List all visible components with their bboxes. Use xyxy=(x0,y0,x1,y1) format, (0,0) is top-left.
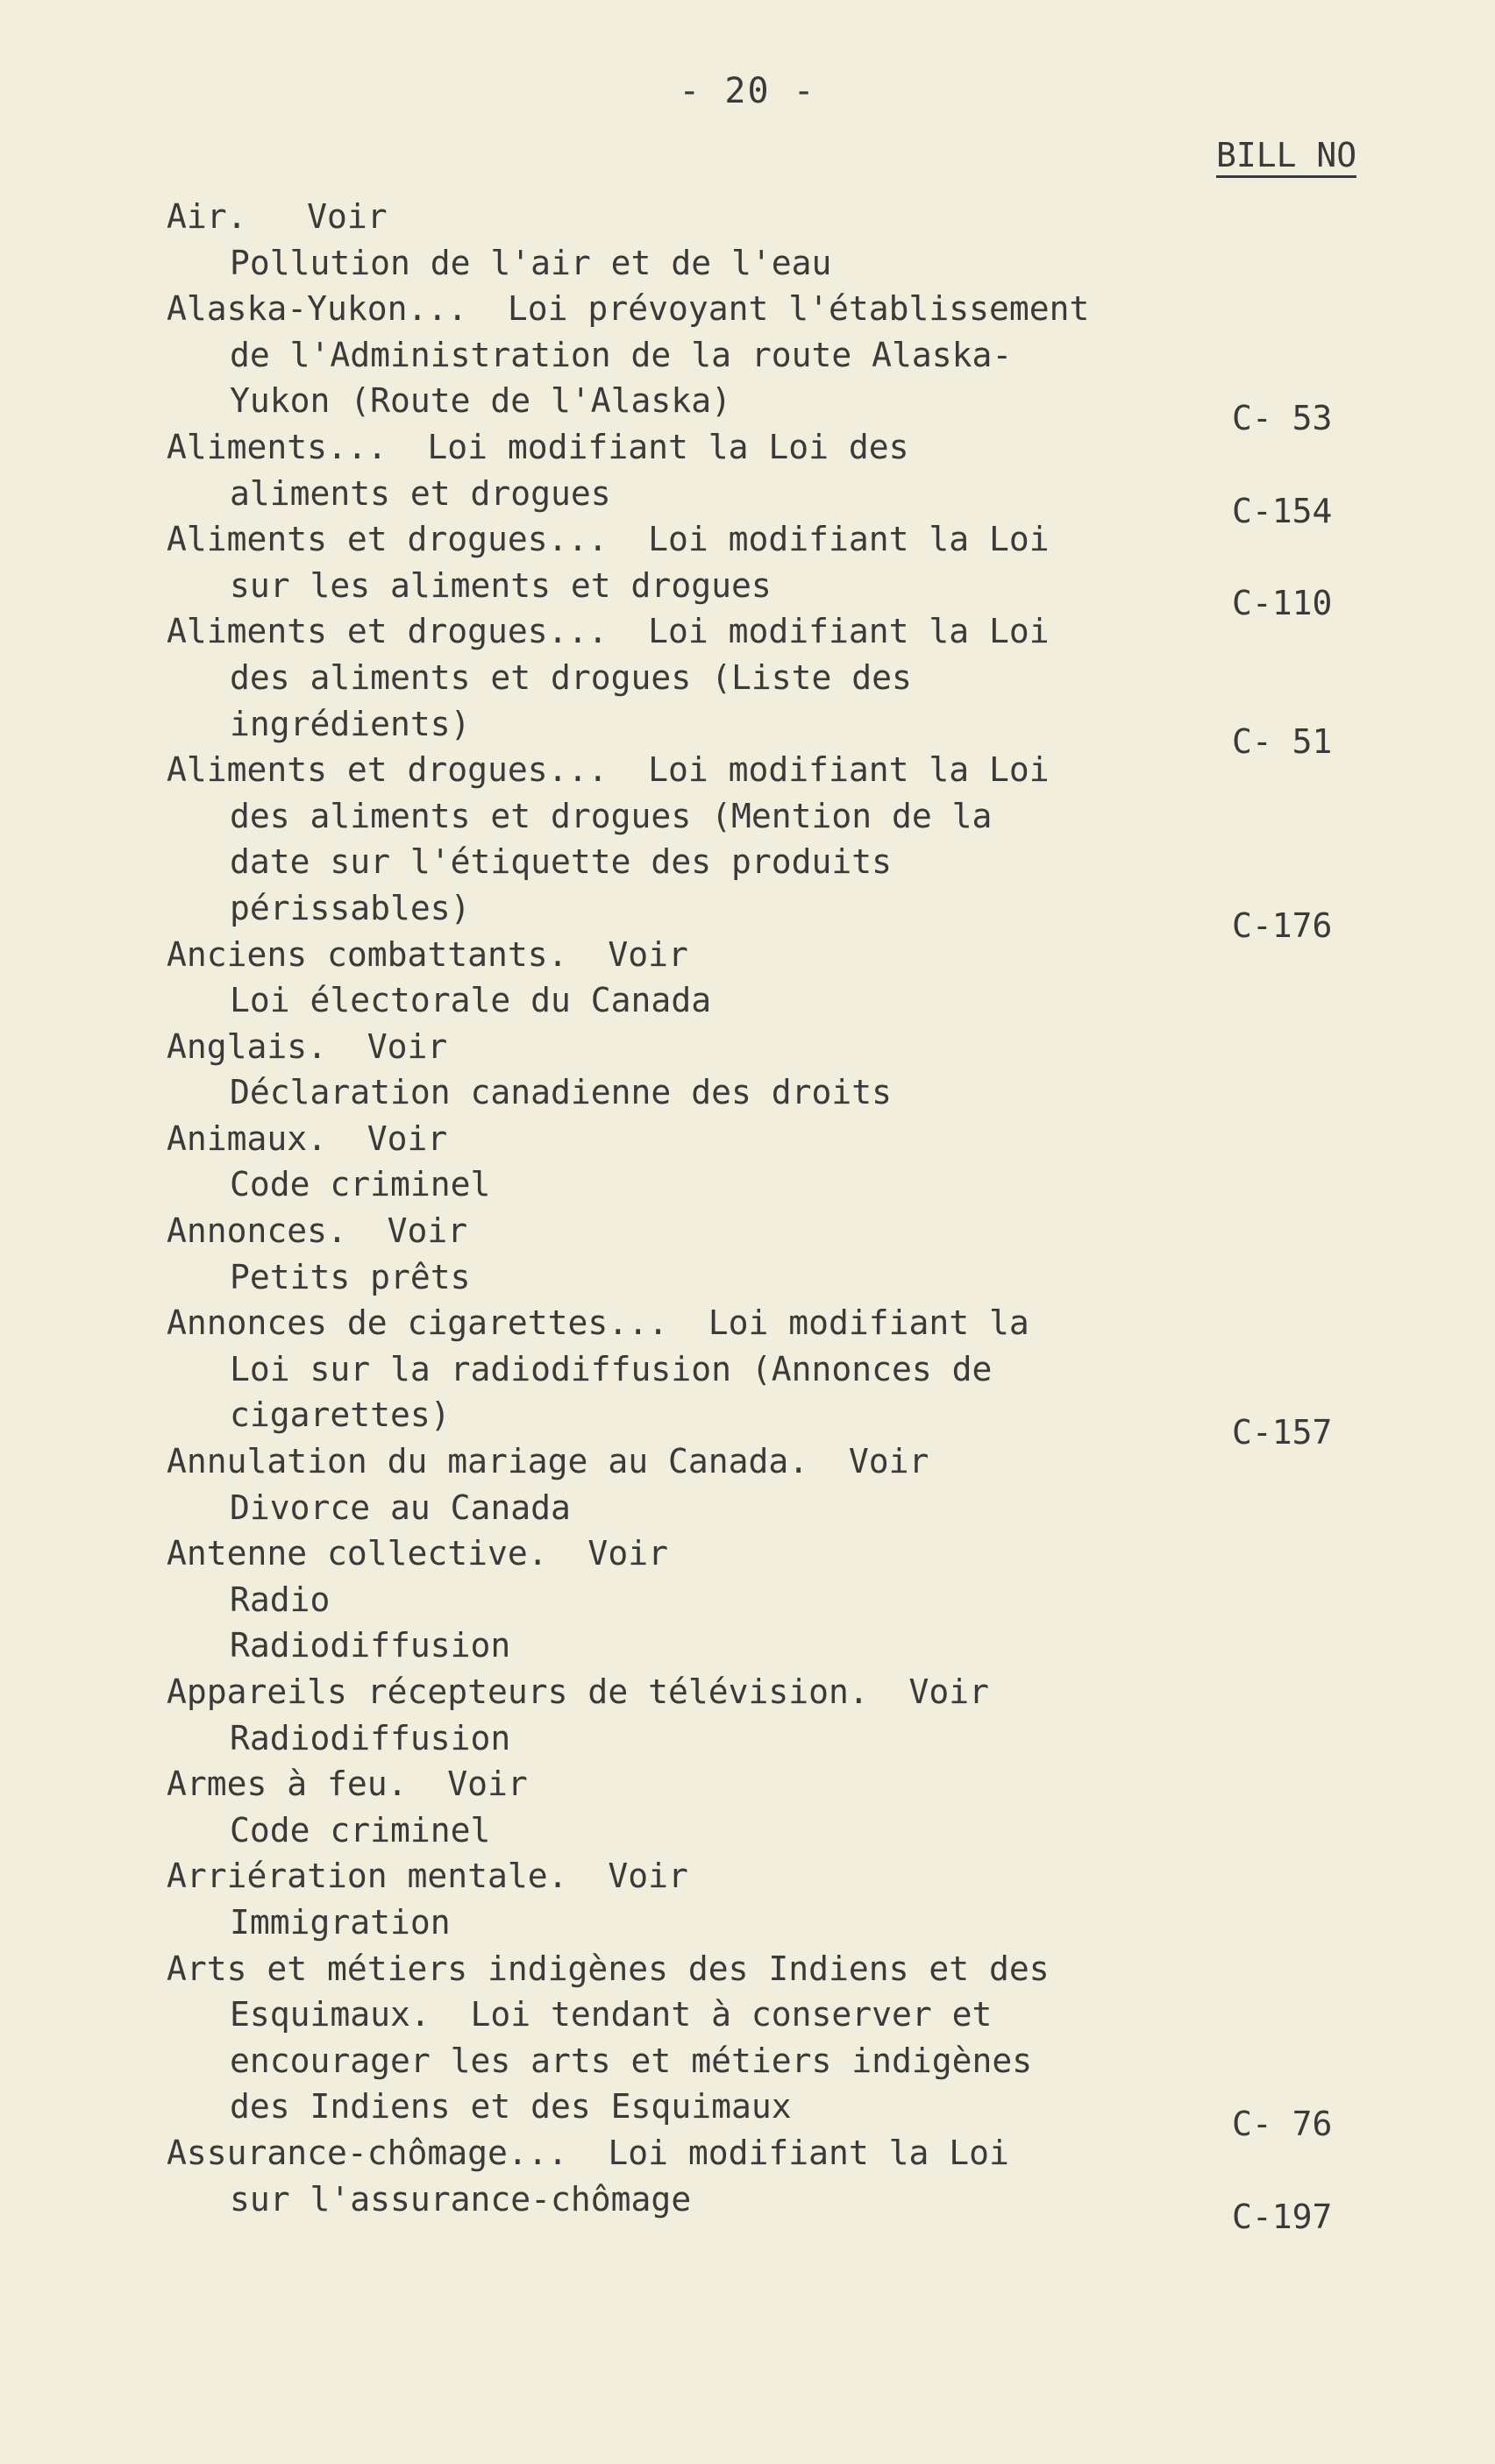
index-entry-heading xyxy=(167,1949,1359,1999)
entry-text: Loi sur la radiodiffusion (Annonces de xyxy=(230,1349,993,1388)
index-entry-continuation xyxy=(167,2179,1359,2236)
index-entry-heading xyxy=(167,1767,1359,1814)
entry-text: Aliments et drogues... Loi modifiant la Loi xyxy=(167,612,1050,651)
bill-number: C- 76 xyxy=(1232,2105,1333,2144)
index-entry-continuation xyxy=(167,1810,1359,1860)
index-entry-continuation xyxy=(167,1626,1359,1675)
entry-text: Animaux. Voir xyxy=(167,1118,448,1158)
bill-number-column-header: BILL NO xyxy=(1216,138,1356,178)
index-entry-heading xyxy=(167,1672,1359,1722)
entry-text: Esquimaux. Loi tendant à conserver et xyxy=(230,1995,993,2034)
index-entry-continuation xyxy=(167,2041,1359,2091)
entry-text: des aliments et drogues (Mention de la xyxy=(230,796,993,835)
index-entry-continuation xyxy=(167,704,1359,761)
bill-number: C-154 xyxy=(1232,491,1333,530)
entry-text: Anglais. Voir xyxy=(167,1026,448,1066)
entry-text: Code criminel xyxy=(230,1165,491,1204)
index-entry-continuation xyxy=(167,1902,1359,1952)
entry-text: aliments et drogues xyxy=(230,473,611,513)
entry-text: Code criminel xyxy=(230,1810,491,1850)
entry-text: des aliments et drogues (Liste des xyxy=(230,657,912,697)
index-entry-heading xyxy=(167,1211,1359,1260)
index-entry-continuation xyxy=(167,2087,1359,2144)
entry-text: Annulation du mariage au Canada. Voir xyxy=(167,1442,929,1481)
entry-text: Annonces. Voir xyxy=(167,1211,468,1251)
index-entry-continuation xyxy=(167,1165,1359,1214)
entry-text: Yukon (Route de l'Alaska) xyxy=(230,381,731,421)
entry-text: des Indiens et des Esquimaux xyxy=(230,2087,792,2127)
entry-text: Armes à feu. Voir xyxy=(167,1765,528,1804)
index-entry-continuation xyxy=(167,1395,1359,1452)
bill-number: C-176 xyxy=(1232,905,1333,945)
entry-text: Air. Voir xyxy=(167,197,388,236)
entry-text: Radiodiffusion xyxy=(230,1718,511,1757)
index-entry-heading xyxy=(167,522,1359,569)
index-entry-heading xyxy=(167,614,1359,661)
bill-number: C- 51 xyxy=(1232,721,1333,761)
index-entry-heading xyxy=(167,1118,1359,1168)
entry-text: Assurance-chômage... Loi modifiant la Loi xyxy=(167,2133,1009,2172)
entry-text: encourager les arts et métiers indigènes xyxy=(230,2041,1033,2080)
index-entry-heading xyxy=(167,1303,1359,1353)
entry-text: Radiodiffusion xyxy=(230,1626,511,1665)
index-entry-heading xyxy=(167,750,1359,799)
entry-text: Immigration xyxy=(230,1902,451,1942)
index-entry-heading xyxy=(167,1442,1359,1491)
index-entry-heading xyxy=(167,289,1359,338)
index-entry-continuation xyxy=(167,1257,1359,1307)
index-entry-continuation xyxy=(167,243,1359,293)
index-entry-continuation xyxy=(167,1580,1359,1630)
entry-text: Antenne collective. Voir xyxy=(167,1534,668,1573)
entry-text: Arriération mentale. Voir xyxy=(167,1857,688,1896)
entry-text: sur les aliments et drogues xyxy=(230,565,772,605)
entry-text: Annonces de cigarettes... Loi modifiant la xyxy=(167,1303,1029,1343)
index-entries xyxy=(167,197,1359,2236)
index-entry-heading xyxy=(167,197,1359,246)
index-entry-continuation xyxy=(167,335,1359,385)
entry-text: ingrédients) xyxy=(230,704,471,743)
index-entry-continuation xyxy=(167,1073,1359,1122)
index-entry-heading xyxy=(167,934,1359,984)
entry-text: Appareils récepteurs de télévision. Voir xyxy=(167,1672,989,1711)
bill-number: C-110 xyxy=(1232,583,1333,622)
index-entry-continuation xyxy=(167,473,1359,530)
entry-text: Aliments... Loi modifiant la Loi des xyxy=(167,427,909,466)
entry-text: date sur l'étiquette des produits xyxy=(230,842,892,882)
index-entry-continuation xyxy=(167,1488,1359,1537)
bill-number: C- 53 xyxy=(1232,399,1333,438)
index-entry-continuation xyxy=(167,888,1359,945)
index-entry-continuation xyxy=(167,983,1359,1030)
entry-text: Radio xyxy=(230,1580,331,1619)
index-entry-continuation xyxy=(167,1995,1359,2044)
index-entry-heading xyxy=(167,1026,1359,1076)
entry-text: Déclaration canadienne des droits xyxy=(230,1073,892,1112)
index-entry-continuation xyxy=(167,657,1359,707)
index-entry-continuation xyxy=(167,1349,1359,1399)
index-entry-continuation xyxy=(167,842,1359,891)
entry-text: Alaska-Yukon... Loi prévoyant l'établissement xyxy=(167,289,1090,329)
index-entry-heading xyxy=(167,427,1359,477)
index-entry-heading xyxy=(167,1534,1359,1583)
entry-text: Aliments et drogues... Loi modifiant la Loi xyxy=(167,750,1050,790)
index-entry-heading xyxy=(167,2133,1359,2183)
index-entry-continuation xyxy=(167,796,1359,846)
entry-text: Aliments et drogues... Loi modifiant la Loi xyxy=(167,520,1050,559)
entry-text: périssables) xyxy=(230,888,471,927)
bill-number: C-197 xyxy=(1232,2197,1333,2236)
index-entry-continuation xyxy=(167,381,1359,438)
entry-text: de l'Administration de la route Alaska- xyxy=(230,335,1013,374)
entry-text: sur l'assurance-chômage xyxy=(230,2179,692,2219)
entry-text: Pollution de l'air et de l'eau xyxy=(230,243,832,282)
entry-text: Anciens combattants. Voir xyxy=(167,934,688,974)
index-entry-continuation xyxy=(167,565,1359,622)
entry-text: Petits prêts xyxy=(230,1257,471,1296)
entry-text: Divorce au Canada xyxy=(230,1488,571,1527)
bill-number: C-157 xyxy=(1232,1413,1333,1452)
entry-text: cigarettes) xyxy=(230,1395,451,1435)
index-entry-continuation xyxy=(167,1718,1359,1768)
entry-text: Loi électorale du Canada xyxy=(230,981,712,1020)
entry-text: Arts et métiers indigènes des Indiens et des xyxy=(167,1949,1050,1988)
page-number: - 20 - xyxy=(679,71,816,111)
index-entry-heading xyxy=(167,1859,1359,1906)
